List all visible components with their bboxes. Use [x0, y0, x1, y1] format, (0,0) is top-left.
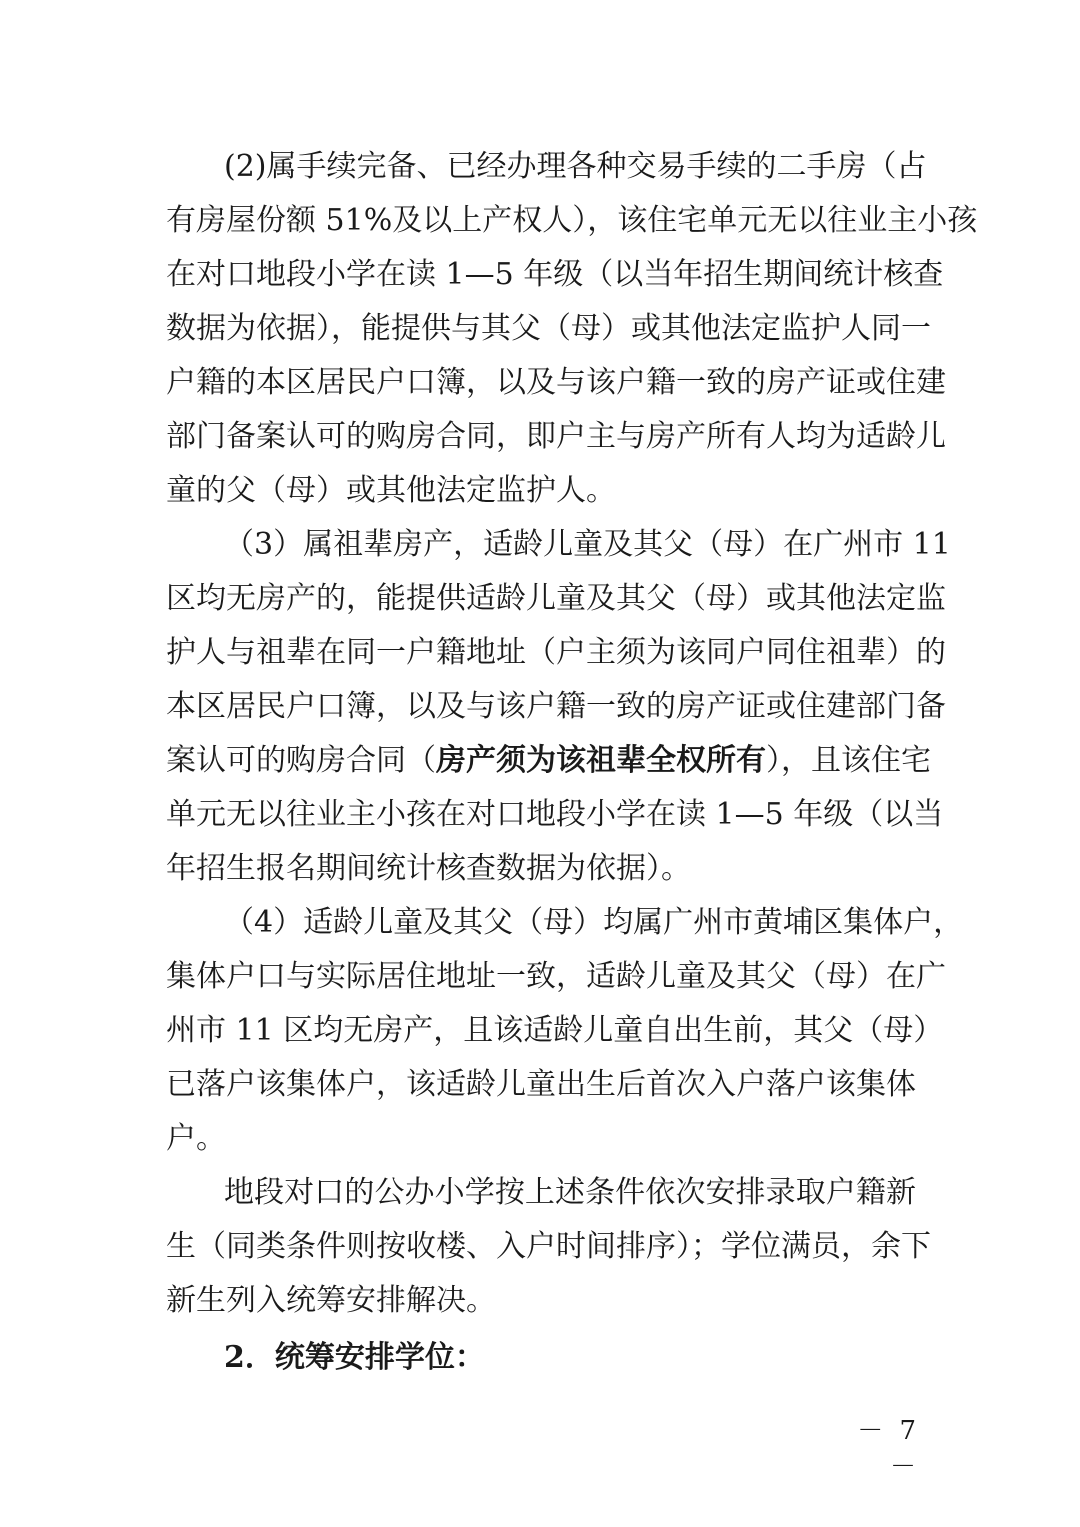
section-heading-coordinated-placement: 2．统筹安排学位： — [224, 1340, 485, 1375]
paragraph-4-line-3: 州市 11 区均无房产，且该适龄儿童自出生前，其父（母） — [166, 1013, 944, 1048]
paragraph-3-line-2: 区均无房产的，能提供适龄儿童及其父（母）或其他法定监 — [166, 581, 946, 616]
paragraph-4-line-5: 户。 — [166, 1121, 226, 1156]
paragraph-4-line-1: （4）适龄儿童及其父（母）均属广州市黄埔区集体户， — [224, 905, 964, 940]
paragraph-3-line-5-start: 案认可的购房合同（ — [166, 743, 436, 778]
paragraph-4-line-4: 已落户该集体户，该适龄儿童出生后首次入户落户该集体 — [166, 1067, 916, 1102]
paragraph-5-line-3: 新生列入统筹安排解决。 — [166, 1283, 496, 1318]
paragraph-3-line-4: 本区居民户口簿，以及与该户籍一致的房产证或住建部门备 — [166, 689, 946, 724]
paragraph-2-line-6: 部门备案认可的购房合同，即户主与房产所有人均为适龄儿 — [166, 419, 946, 454]
paragraph-2-line-2: 有房屋份额 51%及以上产权人），该住宅单元无以往业主小孩 — [166, 203, 978, 238]
paragraph-3-line-3: 护人与祖辈在同一户籍地址（户主须为该同户同住祖辈）的 — [166, 635, 946, 670]
paragraph-3-line-5-end: ），且该住宅 — [766, 743, 931, 778]
paragraph-5-line-2: 生（同类条件则按收楼、入户时间排序）；学位满员，余下 — [166, 1229, 931, 1264]
page-number: － 7 － — [857, 1416, 920, 1482]
paragraph-5-line-1: 地段对口的公办小学按上述条件依次安排录取户籍新 — [224, 1175, 916, 1210]
paragraph-2-line-3: 在对口地段小学在读 1—5 年级（以当年招生期间统计核查 — [166, 257, 944, 292]
paragraph-4-line-2: 集体户口与实际居住地址一致，适龄儿童及其父（母）在广 — [166, 959, 946, 994]
paragraph-3-line-6: 单元无以往业主小孩在对口地段小学在读 1—5 年级（以当 — [166, 797, 944, 832]
emphasis-grandparent-ownership: 房产须为该祖辈全权所有 — [436, 743, 766, 778]
paragraph-3-line-7: 年招生报名期间统计核查数据为依据）。 — [166, 851, 691, 886]
paragraph-3-line-5 — [166, 736, 931, 786]
paragraph-3-line-1: （3）属祖辈房产，适龄儿童及其父（母）在广州市 11 — [224, 527, 951, 562]
paragraph-2-line-1: (2)属手续完备、已经办理各种交易手续的二手房（占 — [224, 149, 927, 184]
paragraph-2-line-7: 童的父（母）或其他法定监护人。 — [166, 473, 616, 508]
paragraph-2-line-4: 数据为依据），能提供与其父（母）或其他法定监护人同一 — [166, 311, 931, 346]
paragraph-2-line-5: 户籍的本区居民户口簿，以及与该户籍一致的房产证或住建 — [166, 365, 946, 400]
